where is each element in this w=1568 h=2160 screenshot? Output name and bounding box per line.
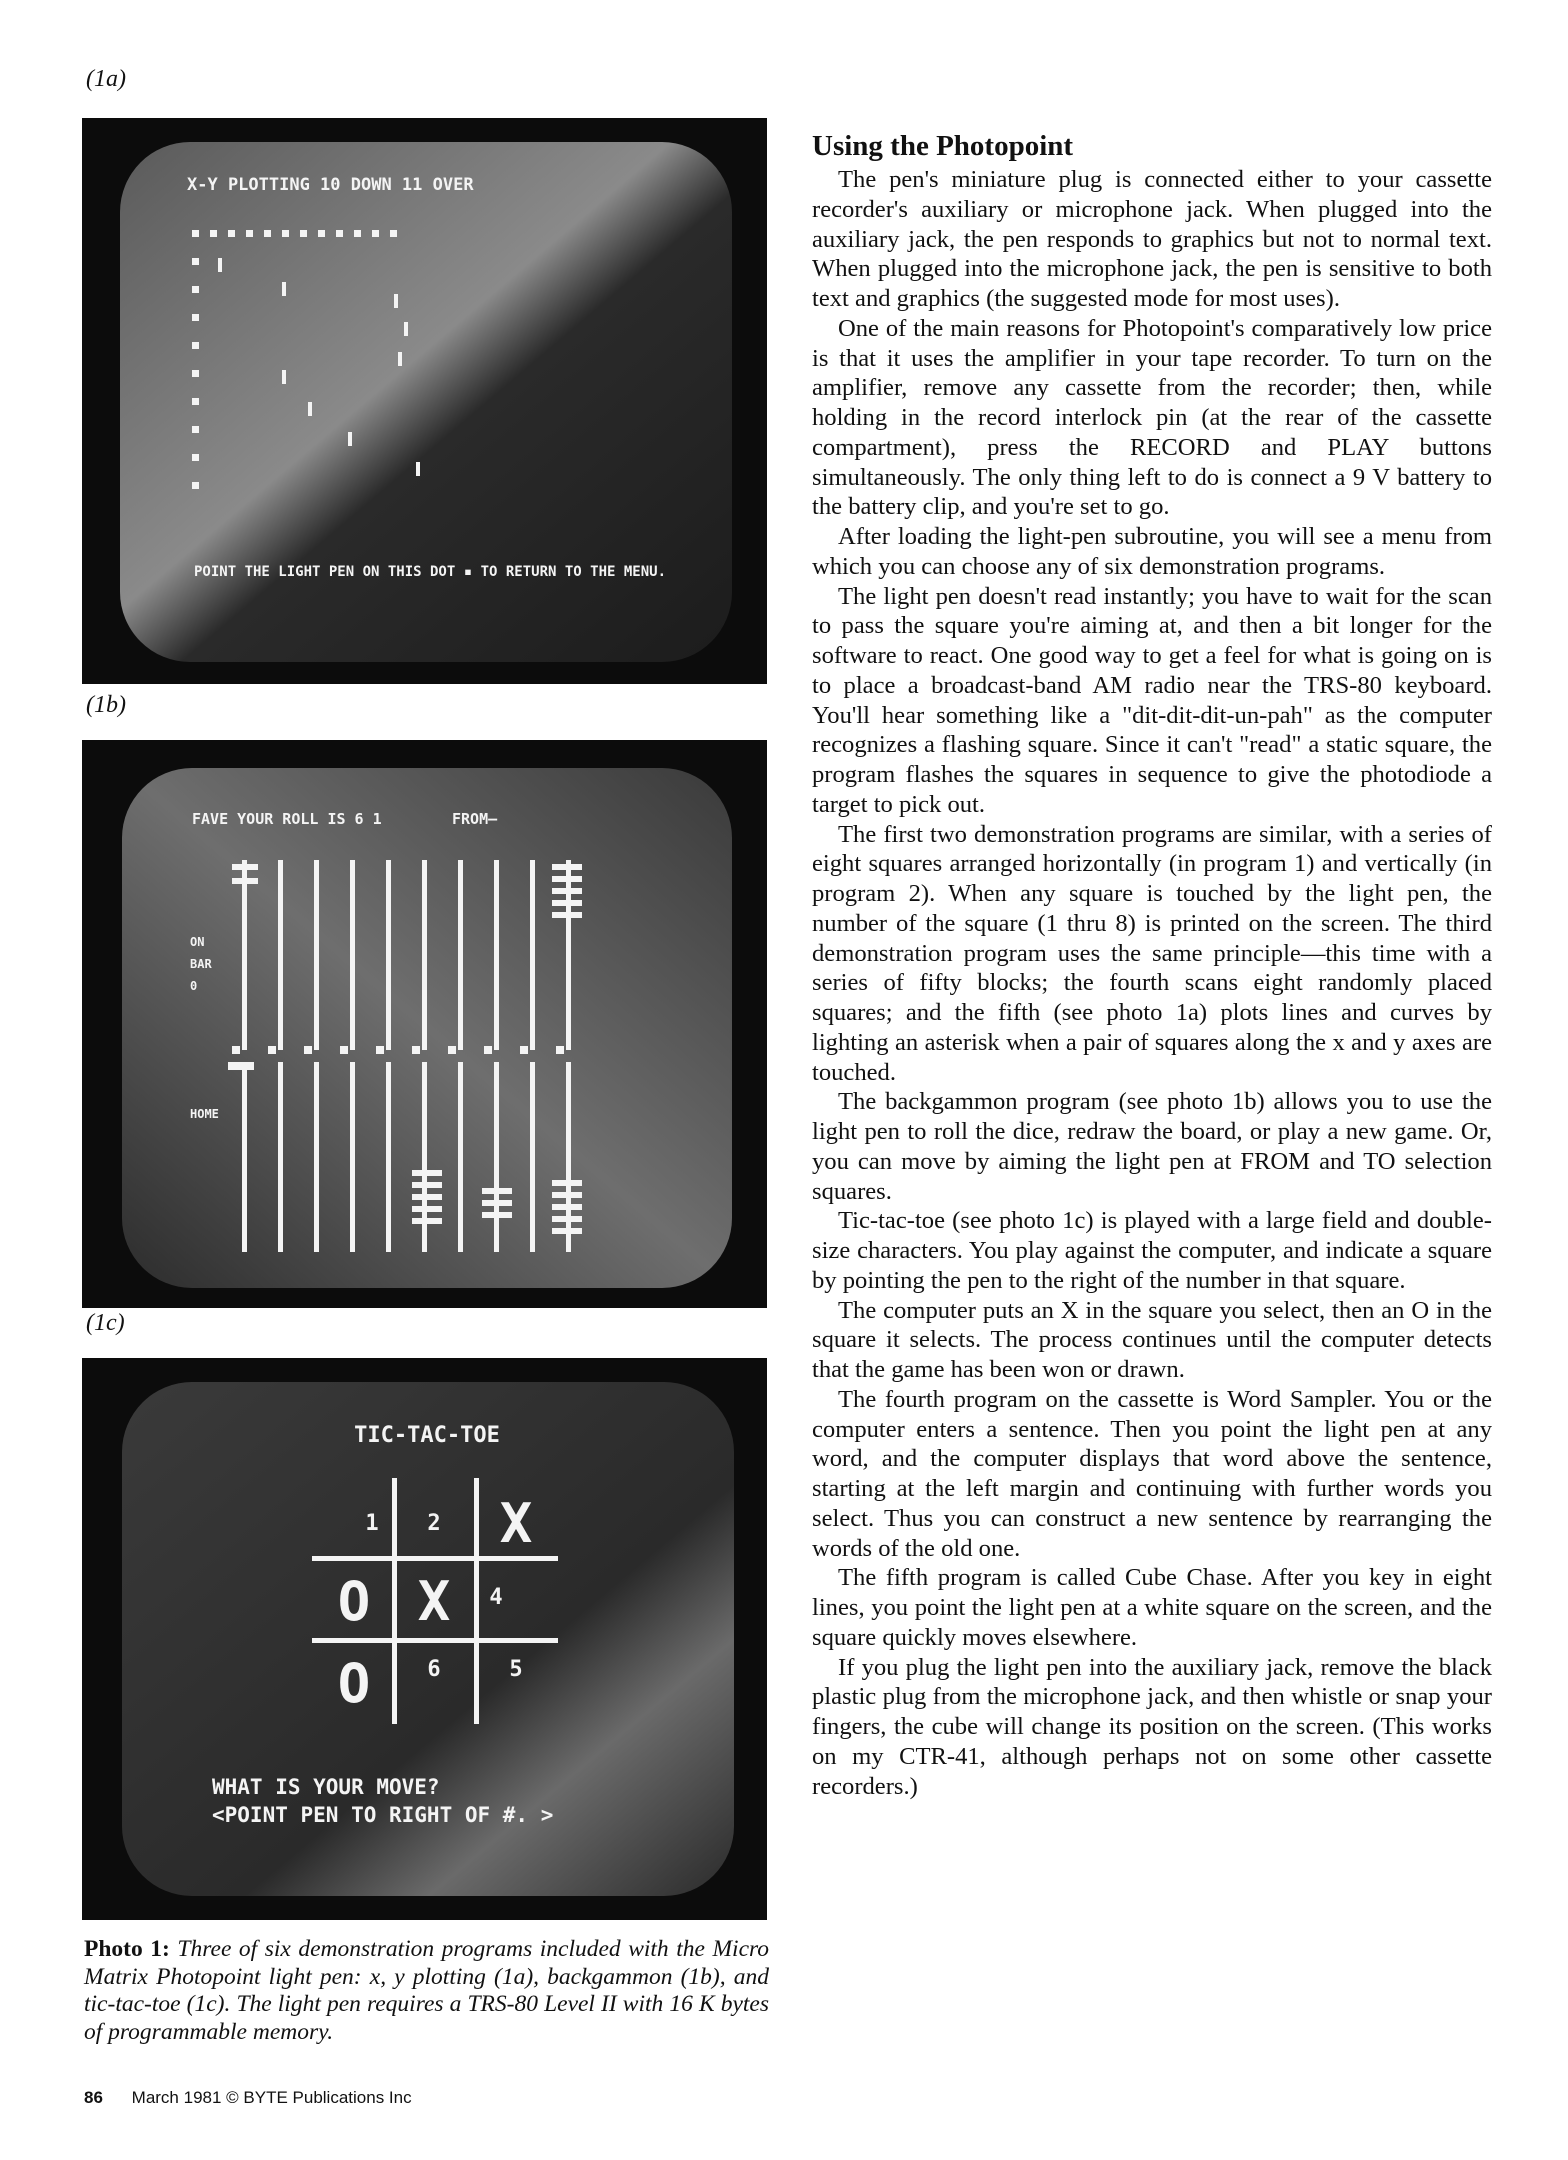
ttt-cell-6: 4	[489, 1585, 503, 1610]
backgammon-label-bar: BAR	[190, 957, 212, 971]
article-paragraph: The computer puts an X in the square you select, then an O in the square it selects. The process continues until the computer detects that the game has been won or drawn.	[812, 1296, 1492, 1383]
backgammon-roll-text: FAVE YOUR ROLL IS 6 1	[192, 810, 382, 828]
article-paragraph: One of the main reasons for Photopoint's comparatively low price is that it uses the amplifier in your tape recorder. To turn on the amplifier, remove any cassette from the recorder; then, while holding in the record interlock pin (at the rear of the cassette compartment), press the RECORD and PLAY buttons simultaneously. The only thing left to do is connect a 9 V battery to the battery clip, and you're set to go.	[812, 314, 1492, 521]
article-paragraph: The pen's miniature plug is connected either to your cassette recorder's auxiliary or microphone jack. When plugged into the auxiliary jack, the pen responds to graphics but not to normal text. When plugged into the microphone jack, the pen is sensitive to both text and graphics (the suggested mode for most uses).	[812, 166, 1492, 312]
article-paragraph: Tic-tac-toe (see photo 1c) is played with a large field and double-size characters. You play against the computer, and indicate a square by pointing the pen to the right of the number in that square.	[812, 1207, 1492, 1294]
caption-lead: Photo 1:	[84, 1936, 170, 1962]
ttt-cell-4: O	[337, 1570, 371, 1633]
backgammon-label-zero: 0	[190, 979, 198, 993]
page-number: 86	[84, 2088, 103, 2107]
ttt-cell-9: 5	[509, 1657, 523, 1682]
caption-text: Three of six demonstration programs included with the Micro Matrix Photopoint light pen: x, y plotting (1a), backgammon (1b), and tic-tac-toe (1c). The light pen requires a TRS-80 Level II with 16 K bytes of programmable memory.	[84, 1936, 770, 2045]
xy-header-text: X-Y PLOTTING 10 DOWN 11 OVER	[187, 175, 474, 195]
ttt-cell-2: 2	[427, 1511, 441, 1536]
photo-1c-tic-tac-toe	[82, 1358, 767, 1920]
article-paragraph: The fourth program on the cassette is Word Sampler. You or the computer enters a sentence. Then you point the light pen at any word, and the computer displays that word above the sentence, starting at the left margin and continuing with further words you select. Thus you can construct a new sentence by rearranging the words of the old one.	[812, 1385, 1492, 1562]
photo-1a-xy-plotting	[82, 118, 767, 684]
ttt-cell-3: X	[499, 1492, 533, 1555]
backgammon-label-home: HOME	[190, 1107, 219, 1121]
footer-text: March 1981 © BYTE Publications Inc	[131, 2088, 412, 2107]
photo-caption	[84, 1936, 769, 2046]
ttt-cell-1: 1	[365, 1511, 379, 1536]
backgammon-from-text: FROM—	[452, 810, 498, 828]
ttt-title: TIC-TAC-TOE	[354, 1423, 500, 1448]
xy-footer-text: POINT THE LIGHT PEN ON THIS DOT ▪ TO RETURN TO THE MENU.	[194, 564, 667, 580]
photo-1a-label: (1a)	[86, 66, 126, 92]
article-paragraph: If you plug the light pen into the auxiliary jack, remove the black plastic plug from the microphone jack, and then whistle or snap your fingers, the cube will change its position on the screen. (This works on my CTR-41, although perhaps not on some other cassette recorders.)	[812, 1653, 1492, 1800]
article-paragraph: The first two demonstration programs are similar, with a series of eight squares arranged horizontally (in program 1) and vertically (in program 2). When any square is touched by the light pen, the number of the square (1 thru 8) is printed on the screen. The third demonstration program uses the same principle—this time with a series of fifty blocks; the fourth scans eight randomly placed squares; and the fifth (see photo 1a) plots lines and curves by lighting an asterisk when a pair of squares along the x and y axes are touched.	[812, 820, 1492, 1086]
page-footer	[84, 2088, 412, 2108]
article-paragraph: The backgammon program (see photo 1b) allows you to use the light pen to roll the dice, redraw the board, or play a new game. Or, you can move by aiming the light pen at FROM and TO selection squares.	[812, 1088, 1492, 1205]
ttt-prompt-line1: WHAT IS YOUR MOVE?	[212, 1775, 440, 1799]
photo-1b-label: (1b)	[86, 692, 126, 718]
photo-1c-label: (1c)	[86, 1310, 125, 1336]
photo-1b-backgammon	[82, 740, 767, 1308]
ttt-cell-5: X	[417, 1570, 451, 1633]
article-heading: Using the Photopoint	[812, 130, 1074, 162]
article-paragraph: The light pen doesn't read instantly; you have to wait for the scan to pass the square you're aiming at, and then a bit longer for the software to react. One good way to get a feel for what is going on is to place a broadcast-band AM radio near the TRS-80 keyboard. You'll hear something like a "dit-dit-dit-un-pah" as the computer recognizes a flashing square. Since it can't "read" a static square, the program flashes the squares in sequence to give the photodiode a target to pick out.	[812, 582, 1492, 818]
ttt-cell-7: O	[337, 1652, 371, 1715]
ttt-cell-8: 6	[427, 1657, 441, 1682]
backgammon-label-on: ON	[190, 935, 205, 949]
article-column	[812, 130, 1492, 1801]
article-paragraph: The fifth program is called Cube Chase. After you key in eight lines, you point the light pen at a white square on the screen, and the square quickly moves elsewhere.	[812, 1564, 1492, 1651]
ttt-prompt-line2: <POINT PEN TO RIGHT OF #. >	[212, 1803, 554, 1827]
article-paragraph: After loading the light-pen subroutine, you will see a menu from which you can choose any of six demonstration programs.	[812, 523, 1492, 580]
